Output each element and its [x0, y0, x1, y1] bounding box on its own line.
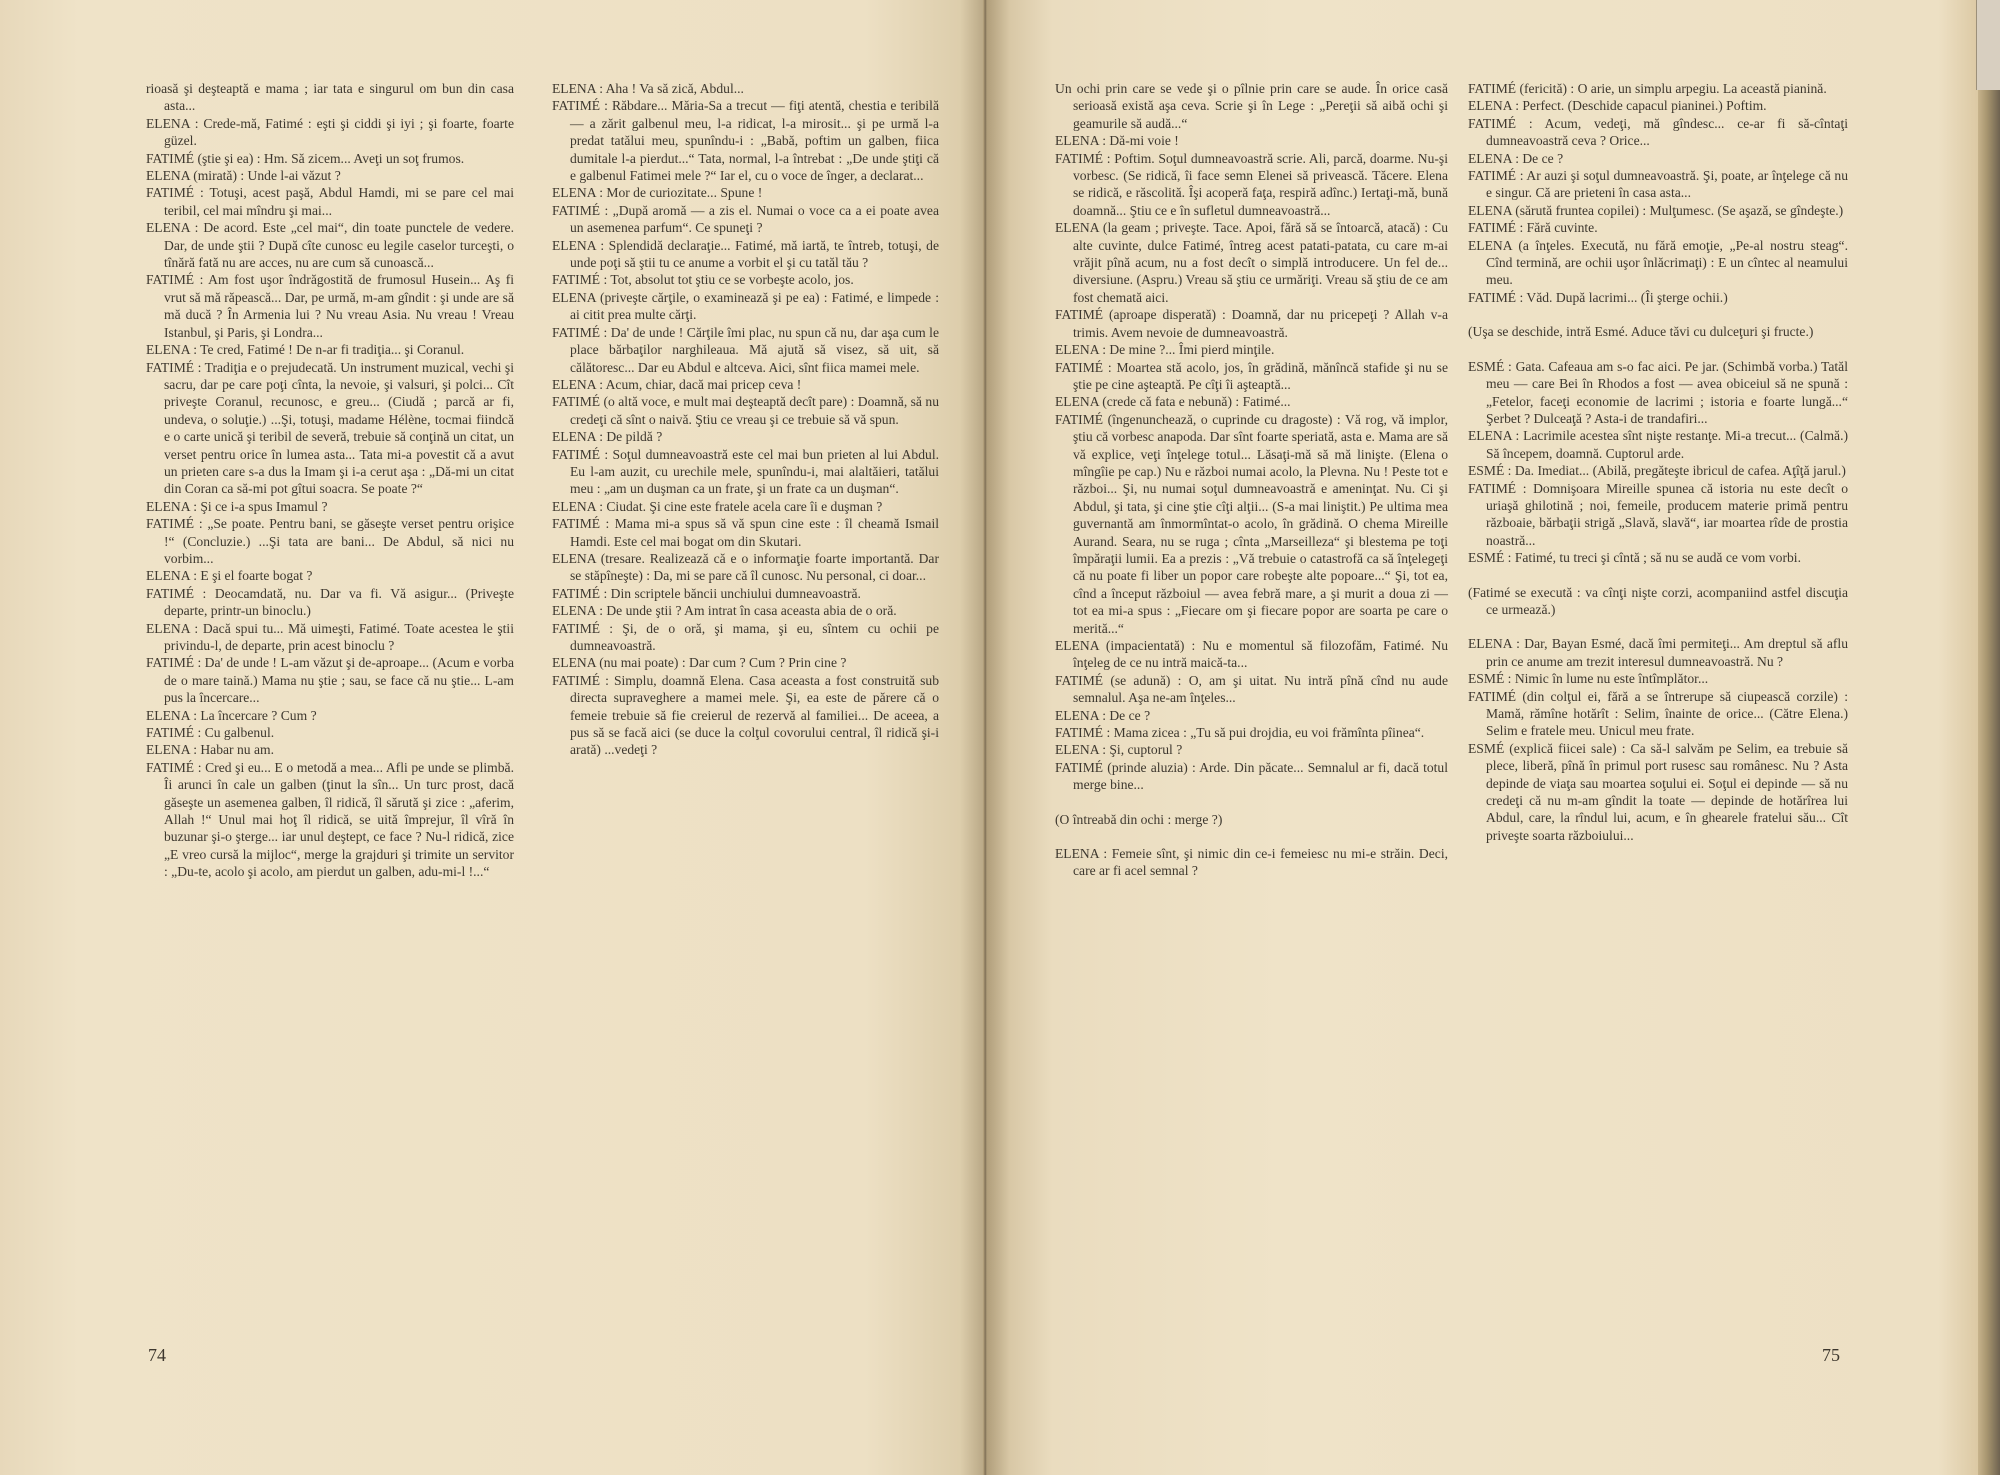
dialogue-paragraph: ESMÉ (explică fiicei sale) : Ca să-l salvăm pe Selim, ea trebuie să plece, liberă, pînă în primul port rusesc sau românesc. Nu ? Asta depinde de viaţa sau moartea soţului ei. Soţul ei depinde — să nu credeţi că nu m-am gîndit la toate — depinde de hotărîrea lui Abdul, care, la rîndul lui, acum, e în ghearele fratelui său... Cît priveşte soarta războiului... [1468, 740, 1848, 843]
book-page-edges [1978, 0, 2000, 1475]
dialogue-paragraph: ELENA (nu mai poate) : Dar cum ? Cum ? Prin cine ? [552, 655, 847, 671]
dialogue-paragraph: FATIMÉ : „După aromă — a zis el. Numai o voce ca a ei poate avea un asemenea parfum“. Ce spuneţi ? [552, 202, 939, 236]
dialogue-paragraph: ELENA : Habar nu am. [146, 742, 274, 758]
dialogue-paragraph: Un ochi prin care se vede şi o pîlnie prin care se aude. În orice casă serioasă există aşa ceva. Scrie şi în Lege : „Pereţii să aibă ochi şi geamurile să audă...“ [1055, 81, 1448, 131]
dialogue-paragraph: ELENA (a înţeles. Execută, nu fără emoţie, „Pe-al nostru steag“. Cînd termină, are ochii uşor înlăcrimaţi) : E un cîntec al neamului meu. [1468, 237, 1848, 288]
dialogue-paragraph: ELENA : Dar, Bayan Esmé, dacă îmi permiteţi... Am dreptul să aflu prin ce anume am trezit interesul dumneavoastră. Nu ? [1468, 636, 1848, 669]
dialogue-paragraph: ELENA (la geam ; priveşte. Tace. Apoi, fără să se întoarcă, atacă) : Cu alte cuvinte, dulce Fatimé, întreg acest patati-patata, cu care m-ai vrăjit pînă acum, nu a fost decît o simplă introducere. Un fel de... diversiune. (Aspru.) Vreau să ştiu ce urmăriţi. Vreau să ştiu de ce am fost chemată aici. [1055, 220, 1448, 305]
page-number-left: 74 [148, 1345, 166, 1365]
dialogue-paragraph: ELENA : Acum, chiar, dacă mai pricep ceva ! [552, 376, 802, 392]
dialogue-paragraph: FATIMÉ : Mama mi-a spus să vă spun cine este : îl cheamă Ismail Hamdi. Este cel mai bogat om din Skutari. [552, 516, 939, 549]
dialogue-paragraph: FATIMÉ : Acum, vedeţi, mă gîndesc... ce-ar fi să-cîntaţi dumneavoastră ceva ? Orice... [1468, 115, 1848, 149]
dialogue-paragraph: FATIMÉ : Poftim. Soţul dumneavoastră scrie. Ali, parcă, doarme. Nu-şi vorbesc. (Se ridică, îi face semn Elenei să privească. Tăcere. Elena se ridică, e răscolită. Îşi acoperă faţa, respiră adînc.) Iertaţi-mă, bună doamnă... Ştiu ce e în sufletul dumneavoastră... [1055, 150, 1448, 218]
dialogue-paragraph: ELENA (tresare. Realizează că e o informaţie foarte importantă. Dar se stăpîneşte) : Da, mi se pare că îl cunosc. Nu personal, ci doar... [552, 550, 939, 584]
right-column-2 [1468, 80, 1848, 844]
dialogue-paragraph: ELENA : De unde ştii ? Am intrat în casa aceasta abia de o oră. [552, 603, 897, 619]
dialogue-paragraph: ESMÉ : Gata. Cafeaua am s-o fac aici. Pe jar. (Schimbă vorba.) Tatăl meu — care Bei în Rhodos a fost — avea obiceiul să ne spună : „Fetelor, faceţi economie de lacrimi ; istoria e foarte lungă...“ Şerbet ? Dulceaţă ? Asta-i de trandafiri... [1468, 358, 1848, 426]
dialogue-paragraph: FATIMÉ : Tradiţia e o prejudecată. Un instrument muzical, vechi şi sacru, dar pe care poţi cînta, la nevoie, şi valsuri, şi polci... Cît priveşte Coranul, recunosc, e greu... (Ciudă ; parcă ar fi, undeva, o soluţie.) ...Şi, totuşi, madame Hélène, tocmai fiindcă e o carte unică şi teribil de severă, trebuie să conţină un citat, un verset pentru orice în lumea asta... Tata mi-a povestit că a avut un prieten care s-a dus la Imam şi i-a cerut aşa : „Dă-mi un citat din Coran ca să-mi pot gîtui soacra. Se poate ?“ [146, 359, 514, 497]
dialogue-paragraph: FATIMÉ : Fără cuvinte. [1468, 220, 1598, 236]
dialogue-paragraph: FATIMÉ : Moartea stă acolo, jos, în grădină, mănîncă stafide şi nu se ştie pe cine aşteaptă. Pe cîţi îi aşteaptă... [1055, 359, 1448, 392]
left-column-1 [146, 80, 514, 881]
dialogue-paragraph: (Uşa se deschide, intră Esmé. Aduce tăvi cu dulceţuri şi fructe.) [1468, 324, 1814, 340]
dialogue-paragraph: ELENA : Lacrimile acestea sînt nişte restanţe. Mi-a trecut... (Calmă.) Să începem, doamnă. Cuptorul arde. [1468, 428, 1848, 461]
dialogue-paragraph: ELENA : De ce ? [1055, 707, 1151, 723]
dialogue-paragraph: ELENA : Şi ce i-a spus Imamul ? [146, 498, 328, 514]
dialogue-paragraph: rioasă şi deşteaptă e mama ; iar tata e singurul om bun din casa asta... [146, 81, 514, 114]
dialogue-paragraph: FATIMÉ : „Se poate. Pentru bani, se găseşte verset pentru orişice !“ (Concluzie.) ...Şi tata are bani... De Abdul, să nici nu vorbim... [146, 516, 514, 566]
dialogue-paragraph: FATIMÉ (aproape disperată) : Doamnă, dar nu pricepeţi ? Allah v-a trimis. Avem nevoie de dumneavoastră. [1055, 307, 1448, 340]
dialogue-paragraph: ELENA : Mor de curiozitate... Spune ! [552, 185, 763, 201]
dialogue-paragraph: ELENA : Splendidă declaraţie... Fatimé, mă iartă, te întreb, totuşi, de unde poţi să ştii tu ce anume a vorbit el şi cu tatăl tău ? [552, 237, 939, 271]
dialogue-paragraph: ELENA (crede că fata e nebună) : Fatimé... [1055, 394, 1291, 410]
dialogue-paragraph: FATIMÉ : Tot, absolut tot ştiu ce se vorbeşte acolo, jos. [552, 272, 854, 288]
dialogue-paragraph: FATIMÉ : Da' de unde ! L-am văzut şi de-aproape... (Acum e vorba de o mare taină.) Mama nu ştie ; sau, se face că nu ştie... L-am pus la încercare... [146, 655, 514, 706]
dialogue-paragraph: FATIMÉ : Da' de unde ! Cărţile îmi plac, nu spun că nu, dar aşa cum le place bărbaţilor narghileaua. Mă ajută să visez, să uit, să călătoresc... Dar eu Abdul e altceva. Aici, sînt fiica mamei mele. [552, 324, 939, 375]
dialogue-paragraph: ELENA : Şi, cuptorul ? [1055, 742, 1183, 758]
dialogue-paragraph: ELENA : Te cred, Fatimé ! De n-ar fi tradiţia... şi Coranul. [146, 342, 465, 358]
dialogue-paragraph: (O întreabă din ochi : merge ?) [1055, 811, 1223, 827]
dialogue-paragraph: FATIMÉ : Simplu, doamnă Elena. Casa aceasta a fost construită sub directa supraveghere a mamei mele. Şi, ea este de părere că o femeie trebuie să fie creierul de rezervă al familiei... De aceea, a pus să se facă aici (se duce la colţul covorului central, îl ridică şi-i arată) ...vedeţi ? [552, 672, 939, 758]
dialogue-paragraph: FATIMÉ : Deocamdată, nu. Dar va fi. Vă asigur... (Priveşte departe, printr-un binoclu.) [146, 585, 514, 619]
dialogue-paragraph: FATIMÉ : Văd. După lacrimi... (Îi şterge ochii.) [1468, 289, 1728, 305]
dialogue-paragraph: FATIMÉ : Cu galbenul. [146, 725, 275, 741]
dialogue-paragraph: ELENA : De mine ?... Îmi pierd minţile. [1055, 342, 1275, 358]
right-page [983, 0, 1978, 1475]
left-column-2 [552, 80, 939, 759]
dialogue-paragraph: ESMÉ : Fatimé, tu treci şi cîntă ; să nu se audă ce vom vorbi. [1468, 550, 1801, 566]
dialogue-paragraph: FATIMÉ : Şi, de o oră, şi mama, şi eu, sîntem cu ochii pe dumneavoastră. [552, 620, 939, 653]
dialogue-paragraph: ELENA : Dă-mi voie ! [1055, 133, 1179, 149]
dialogue-paragraph: ELENA (sărută fruntea copilei) : Mulţumesc. (Se aşază, se gîndeşte.) [1468, 202, 1844, 218]
dialogue-paragraph: ELENA : Crede-mă, Fatimé : eşti şi ciddi şi iyi ; şi foarte, foarte güzel. [146, 115, 514, 149]
dialogue-paragraph: FATIMÉ (din colţul ei, fără a se întrerupe să ciupească corzile) : Mamă, rămîne hotărît : Selim, înainte de orice... (Către Elena.) Selim e fratele meu. Unicul meu frate. [1468, 688, 1848, 739]
dialogue-paragraph: ELENA (mirată) : Unde l-ai văzut ? [146, 168, 341, 184]
page-number-right: 75 [1822, 1345, 1840, 1365]
dialogue-paragraph: FATIMÉ (prinde aluzia) : Arde. Din păcate... Semnalul ar fi, dacă totul merge bine... [1055, 759, 1448, 793]
dialogue-paragraph: ESMÉ : Da. Imediat... (Abilă, pregăteşte ibricul de cafea. Aţîţă jarul.) [1468, 463, 1846, 479]
right-column-1 [1055, 80, 1448, 880]
dialogue-paragraph: FATIMÉ : Mama zicea : „Tu să pui drojdia, eu voi frămînta pîinea“. [1055, 725, 1425, 741]
dialogue-paragraph: FATIMÉ : Din scriptele băncii unchiului dumneavoastră. [552, 585, 861, 601]
dialogue-paragraph: FATIMÉ : Totuşi, acest paşă, Abdul Hamdi, mi se pare cel mai teribil, cel mai mîndru şi mai... [146, 185, 514, 218]
dialogue-paragraph: FATIMÉ (o altă voce, e mult mai deşteaptă decît pare) : Doamnă, să nu credeţi că sînt o naivă. Ştiu ce vreau şi ce trebuie să vă spun. [552, 394, 939, 427]
dialogue-paragraph: FATIMÉ (fericită) : O arie, un simplu arpegiu. La această pianină. [1468, 81, 1827, 96]
left-page [0, 0, 983, 1475]
dialogue-paragraph: FATIMÉ (ştie şi ea) : Hm. Să zicem... Aveţi un soţ frumos. [146, 150, 465, 166]
dialogue-paragraph: (Fatimé se execută : va cînţi nişte corzi, acompaniind astfel discuţia ce urmează.) [1468, 584, 1848, 617]
dialogue-paragraph: FATIMÉ : Soţul dumneavoastră este cel mai bun prieten al lui Abdul. Eu l-am auzit, cu urechile mele, spunîndu-i, mai alaltăieri, tatălui meu : „am un duşman ca un frate, şi un frate ca un duşman“. [552, 446, 939, 497]
dialogue-paragraph: ELENA : La încercare ? Cum ? [146, 707, 317, 723]
dialogue-paragraph: FATIMÉ : Răbdare... Măria-Sa a trecut — fiţi atentă, chestia e teribilă — a zărit galbenul meu, l-a ridicat, l-a mirosit... şi pe urmă l-a predat tatălui meu, spunîndu-i : „Babă, poftim un galben, fiica dumitale l-a pierdut...“ Tata, normal, l-a întrebat : „De unde ştiţi că e galbenul Fatimei mele ?“ Iar el, cu o voce de înger, a declarat... [552, 98, 939, 184]
bookmark-tab [1976, 0, 2000, 90]
dialogue-paragraph: ESMÉ : Nimic în lume nu este întîmplător... [1468, 671, 1709, 687]
dialogue-paragraph: ELENA : E şi el foarte bogat ? [146, 568, 313, 584]
dialogue-paragraph: FATIMÉ : Ar auzi şi soţul dumneavoastră. Şi, poate, ar înţelege că nu e singur. Că are prieteni în casa asta... [1468, 168, 1848, 201]
dialogue-paragraph: FATIMÉ (se adună) : O, am şi uitat. Nu intră pînă cînd nu aude semnalul. Aşa ne-am înţeles... [1055, 672, 1448, 706]
dialogue-paragraph: ELENA : Aha ! Va să zică, Abdul... [552, 81, 744, 96]
dialogue-paragraph: ELENA (priveşte cărţile, o examinează şi pe ea) : Fatimé, e limpede : ai citit prea multe cărţi. [552, 289, 939, 323]
dialogue-paragraph: FATIMÉ : Domnişoara Mireille spunea că istoria nu este decît o uriaşă ghilotină ; noi, femeile, producem materie primă pentru războaie, bărbaţii strigă „Slavă, slavă“, iar moartea rîde de prostia noastră... [1468, 480, 1848, 548]
dialogue-paragraph: FATIMÉ (îngenunchează, o cuprinde cu dragoste) : Vă rog, vă implor, ştiu că vorbesc anapoda. Dar sînt foarte speriată, asta e. Mama are să vă explice, veţi înţelege totul... Lăsaţi-mă să mă linişte. (Elena o mîngîie pe cap.) Nu e război numai acolo, la Plevna. Nu ! Peste tot e război... Şi, nu numai soţul dumneavoastră e ameninţat. Nu. Ci şi Abdul, şi tata, şi cine ştie cîţi alţii... (S-a mai liniştit.) Pe ultima mea guvernantă am înmormîntat-o acolo, în grădină. O chema Mireille Aurand. Seara, nu se ruga ; cînta „Marseilleza“ şi blestema pe toţi împăraţii lumii. Ea a prezis : „Vă trebuie o catastrofă ca să înţelegeţi că nu poate fi liber un popor care robeşte alte popoare...“ Şi, tot ea, cînd a început războiul — avea febră mare, a şi murit a doua zi — tot ea mi-a spus : „Fiecare om şi fiecare popor are soarta pe care o merită...“ [1055, 411, 1448, 636]
dialogue-paragraph: ELENA : Femeie sînt, şi nimic din ce-i femeiesc nu mi-e străin. Deci, care ar fi acel semnal ? [1055, 846, 1448, 879]
dialogue-paragraph: ELENA : Perfect. (Deschide capacul pianinei.) Poftim. [1468, 98, 1767, 114]
dialogue-paragraph: ELENA : De pildă ? [552, 429, 663, 445]
dialogue-paragraph: ELENA : De acord. Este „cel mai“, din toate punctele de vedere. Dar, de unde ştii ? După cîte cunosc eu legile caselor turceşti, o tînără fată nu are acces, nu are cum să cunoască... [146, 220, 514, 271]
dialogue-paragraph: ELENA : Ciudat. Şi cine este fratele acela care îi e duşman ? [552, 498, 883, 514]
dialogue-paragraph: ELENA (impacientată) : Nu e momentul să filozofăm, Fatimé. Nu înţeleg de ce nu intră maică-ta... [1055, 638, 1448, 671]
dialogue-paragraph: ELENA : De ce ? [1468, 150, 1564, 166]
dialogue-paragraph: FATIMÉ : Am fost uşor îndrăgostită de frumosul Husein... Aş fi vrut să mă răpească... Dar, pe urmă, m-am gîndit : şi unde are să mă ducă ? În Armenia lui ? Nu vreau Asia. Nu vreau ! Vreau Istanbul, şi Paris, şi Londra... [146, 272, 514, 340]
dialogue-paragraph: ELENA : Dacă spui tu... Mă uimeşti, Fatimé. Toate acestea le ştii privindu-l, de departe, prin acest binoclu ? [146, 620, 514, 653]
dialogue-paragraph: FATIMÉ : Cred şi eu... E o metodă a mea... Afli pe unde se plimbă. Îi arunci în cale un galben (ţinut la sîn... Un turc prost, dacă găseşte un asemenea galben, îl ridică, îl sărută şi zice : „aferim, Allah !“ Unul mai hoţ îl ridică, se uită împrejur, îl vîră în buzunar şi-o şterge... iar unul deştept, ce face ? Nu-l ridică, zice „E vreo cursă la mijloc“, merge la grajduri şi trimite un servitor : „Du-te, acolo şi acolo, am pierdut un galben, adu-mi-l !...“ [146, 759, 514, 880]
